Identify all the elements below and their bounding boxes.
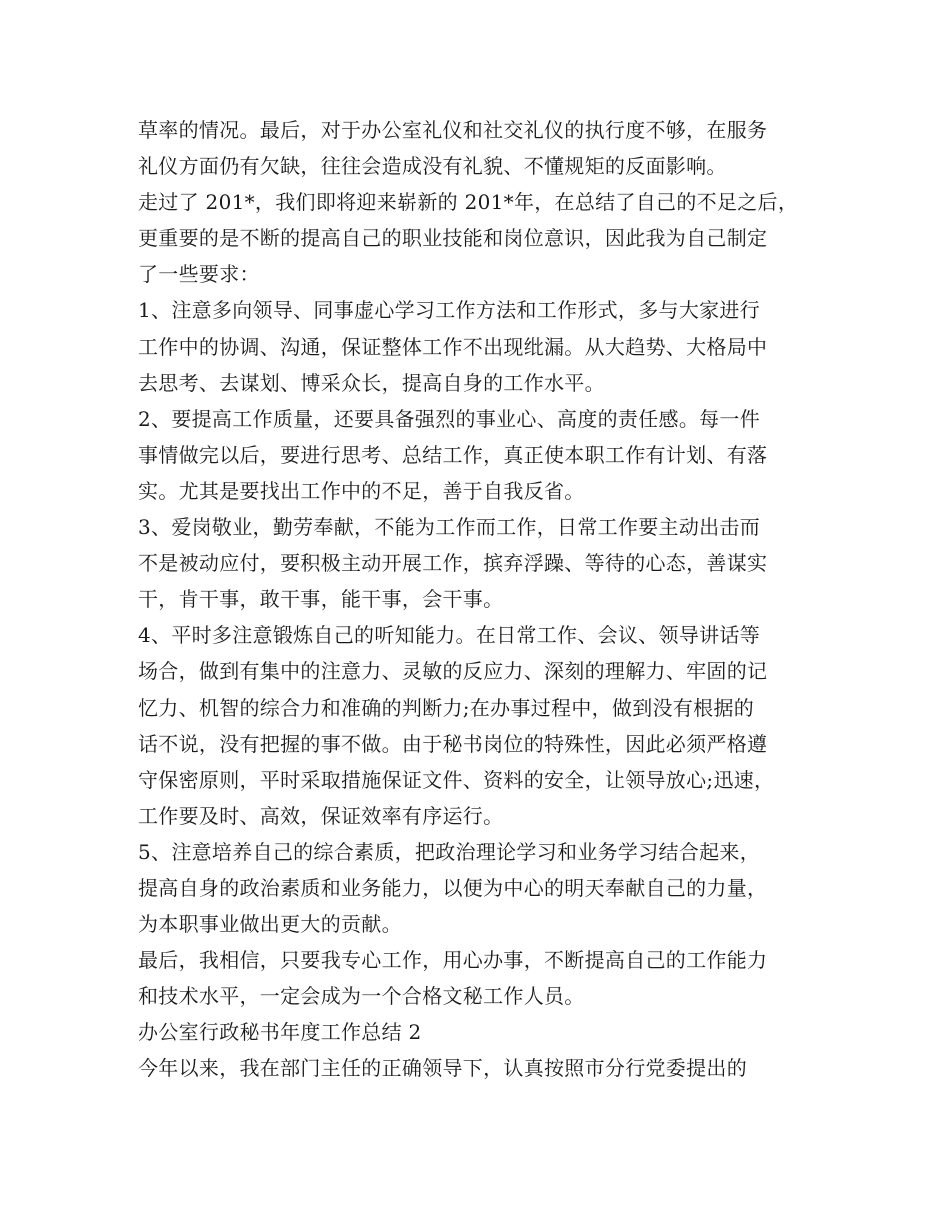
text-line: 不是被动应付，要积极主动开展工作，摈弃浮躁、等待的心态，善谋实 — [138, 551, 768, 576]
section-intro-paragraph — [138, 1050, 828, 1086]
text-line: 1、注意多向领导、同事虚心学习工作方法和工作形式，多与大家进行 — [138, 298, 761, 323]
list-item-4 — [138, 617, 828, 834]
text-line: 为本职事业做出更大的贡献。 — [138, 912, 402, 937]
text-line: 忆力、机智的综合力和准确的判断力;在办事过程中，做到没有根据的 — [138, 695, 755, 720]
text-line: 工作要及时、高效，保证效率有序运行。 — [138, 803, 504, 828]
text-line: 了一些要求： — [138, 262, 260, 287]
text-line: 草率的情况。最后，对于办公室礼仪和社交礼仪的执行度不够，在服务 — [138, 118, 768, 142]
text-line: 礼仪方面仍有欠缺，往往会造成没有礼貌、不懂规矩的反面影响。 — [138, 154, 727, 179]
text-line: 工作中的协调、沟通，保证整体工作不出现纰漏。从大趋势、大格局中 — [138, 334, 768, 359]
text-line: 4、平时多注意锻炼自己的听知能力。在日常工作、会议、领导讲话等 — [138, 623, 761, 648]
section-title-text: 办公室行政秘书年度工作总结 2 — [138, 1020, 422, 1045]
document-body — [138, 112, 828, 1087]
paragraph-2 — [138, 184, 828, 292]
text-line: 和技术水平，一定会成为一个合格文秘工作人员。 — [138, 984, 585, 1009]
text-line: 事情做完以后，要进行思考、总结工作，真正使本职工作有计划、有落 — [138, 442, 768, 467]
text-line: 走过了 201*，我们即将迎来崭新的 201*年，在总结了自己的不足之后， — [138, 190, 799, 215]
text-line: 更重要的是不断的提高自己的职业技能和岗位意识，因此我为自己制定 — [138, 226, 768, 251]
list-item-3 — [138, 509, 828, 617]
text-line: 提高自身的政治素质和业务能力，以便为中心的明天奉献自己的力量， — [138, 875, 768, 900]
text-line: 守保密原则，平时采取措施保证文件、资料的安全，让领导放心;迅速， — [138, 767, 775, 792]
list-item-5 — [138, 834, 828, 942]
text-line: 最后，我相信，只要我专心工作，用心办事，不断提高自己的工作能力 — [138, 948, 768, 973]
text-line: 干，肯干事，敢干事，能干事，会干事。 — [138, 587, 504, 612]
text-line: 场合，做到有集中的注意力、灵敏的反应力、深刻的理解力、牢固的记 — [138, 659, 768, 684]
text-line: 话不说，没有把握的事不做。由于秘书岗位的特殊性，因此必须严格遵 — [138, 731, 768, 756]
text-line: 2、要提高工作质量，还要具备强烈的事业心、高度的责任感。每一件 — [138, 406, 761, 431]
list-item-2 — [138, 401, 828, 509]
text-line: 实。尤其是要找出工作中的不足，善于自我反省。 — [138, 478, 585, 503]
section-title — [138, 1014, 828, 1050]
paragraph-1 — [138, 112, 828, 184]
text-line: 今年以来，我在部门主任的正确领导下，认真按照市分行党委提出的 — [138, 1056, 747, 1081]
text-line: 5、注意培养自己的综合素质，把政治理论学习和业务学习结合起来， — [138, 839, 761, 864]
closing-paragraph — [138, 942, 828, 1014]
text-line: 3、爱岗敬业，勤劳奉献，不能为工作而工作，日常工作要主动出击而 — [138, 515, 761, 540]
list-item-1 — [138, 292, 828, 400]
text-line: 去思考、去谋划、博采众长，提高自身的工作水平。 — [138, 370, 605, 395]
